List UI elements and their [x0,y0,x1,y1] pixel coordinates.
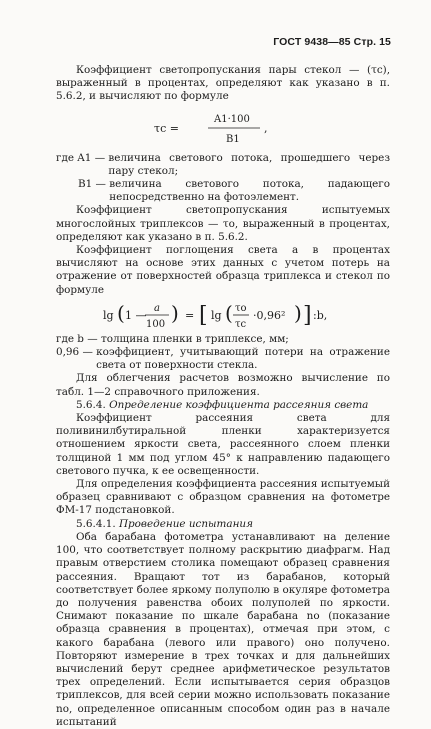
section-5-6-4-1-heading [56,518,390,531]
definition-b1-term: B1 — [78,178,110,191]
svg-text:): ) [294,300,302,325]
formula-tail: , [264,121,268,135]
formula-numerator: A1·100 [214,113,250,125]
paragraph-scattering-definition: Коэффициент рассеяния света для поливинилбутиральной пленки характеризуется отношением яркости света, рассеянного слоем пленки толщиной 1 мм под углом 45° к направлению падающего светового пучка, к ее освещенности. [56,412,390,477]
section-title: Определение коэффициента рассеяния света [109,398,369,411]
document-body [56,64,390,729]
section-number: 5.6.4. [76,398,106,411]
formula2-eq: = [185,308,195,322]
subsection-number: 5.6.4.1. [76,517,116,530]
paragraph-scattering-method: Для определения коэффициента рассеяния испытуемый образец сравнивают с образцом сравнения на фотометре ФМ-17 подстановкой. [56,478,390,517]
definition-a1-text: величина светового потока, прошедшего через пару стекол; [108,151,390,177]
paragraph-tables-note: Для облегчения расчетов возможно вычисление по табл. 1—2 справочного приложения. [56,372,390,398]
formula2-lg1: lg [103,308,114,322]
formula2-one: 1 — [125,308,147,322]
formula-tau-c-graphic [148,107,298,149]
subsection-title: Проведение испытания [118,517,253,530]
definition-a1 [56,152,390,178]
definition-096-text: коэффициент, учитывающий потери на отражение света от поверхности стекла. [96,346,390,372]
formula2-a: a [154,302,160,314]
formula2-tau-c: τс [235,318,247,330]
svg-text:(: ( [117,300,125,325]
svg-text:): ) [171,300,179,325]
svg-text:]: ] [303,302,312,328]
page-header: ГОСТ 9438—85 Стр. 15 [273,36,391,48]
formula-absorption-graphic [73,299,373,331]
definition-b-text: толщина пленки в триплексе, мм; [100,332,289,345]
formula2-tau-o: τо [235,302,247,314]
definition-b1 [56,178,390,204]
formula-absorption [56,299,390,331]
definition-a1-term: где A1 — [56,151,109,164]
formula2-multiplier: ·0,96² [253,308,286,322]
paragraph-transmission-triplex: Коэффициент светопропускания испытуемых многослойных триплексов — τо, выраженный в процентах, определяют как указано в п. 5.6.2. [56,204,390,243]
definition-b1-text: величина светового потока, падающего непосредственно на фотоэлемент. [109,178,390,204]
svg-text:[: [ [199,302,208,328]
svg-text:(: ( [225,300,233,325]
formula2-lg2: lg [211,308,222,322]
formula-denominator: B1 [226,133,240,145]
formula2-hundred: 100 [146,318,166,330]
definition-096-term: 0,96 — [56,346,97,359]
formula-lhs: τс = [154,121,179,135]
section-5-6-4-heading [56,399,390,412]
definition-b-term: где b — [56,332,101,345]
paragraph-absorption: Коэффициент поглощения света a в процентах вычисляют на основе этих данных с учетом потерь на отражение от поверхностей образца триплекса и стекол по формуле [56,244,390,296]
formula-tau-c [56,107,390,149]
paragraph-transmission-pair: Коэффициент светопропускания пары стекол — (τс), выраженный в процентах, определяют как указано в п. 5.6.2, и вычисляют по формуле [56,64,390,103]
formula2-tail: :b, [313,308,328,322]
paragraph-test-procedure: Оба барабана фотометра устанавливают на деление 100, что соответствует полному раскрытию диафрагм. Над правым отверстием столика помещают образец сравнения рассеяния. Вращают тот из барабанов, который соответствует более яркому полуполю в окуляре фотометра до получения равенства обоих полуполей по яркости. Снимают показание по шкале барабана no (показание образца сравнения в процентах), отмечая при этом, с какого барабана (левого или правого) оно получено. Повторяют измерение в трех точках и для дальнейших вычислений берут среднее арифметическое результатов трех определений. Если испытывается серия образцов триплексов, для всей серии можно использовать показание no, определенное описанным способом один раз в начале испытаний [56,530,390,728]
definition-b [56,333,390,346]
definition-096 [56,346,390,372]
